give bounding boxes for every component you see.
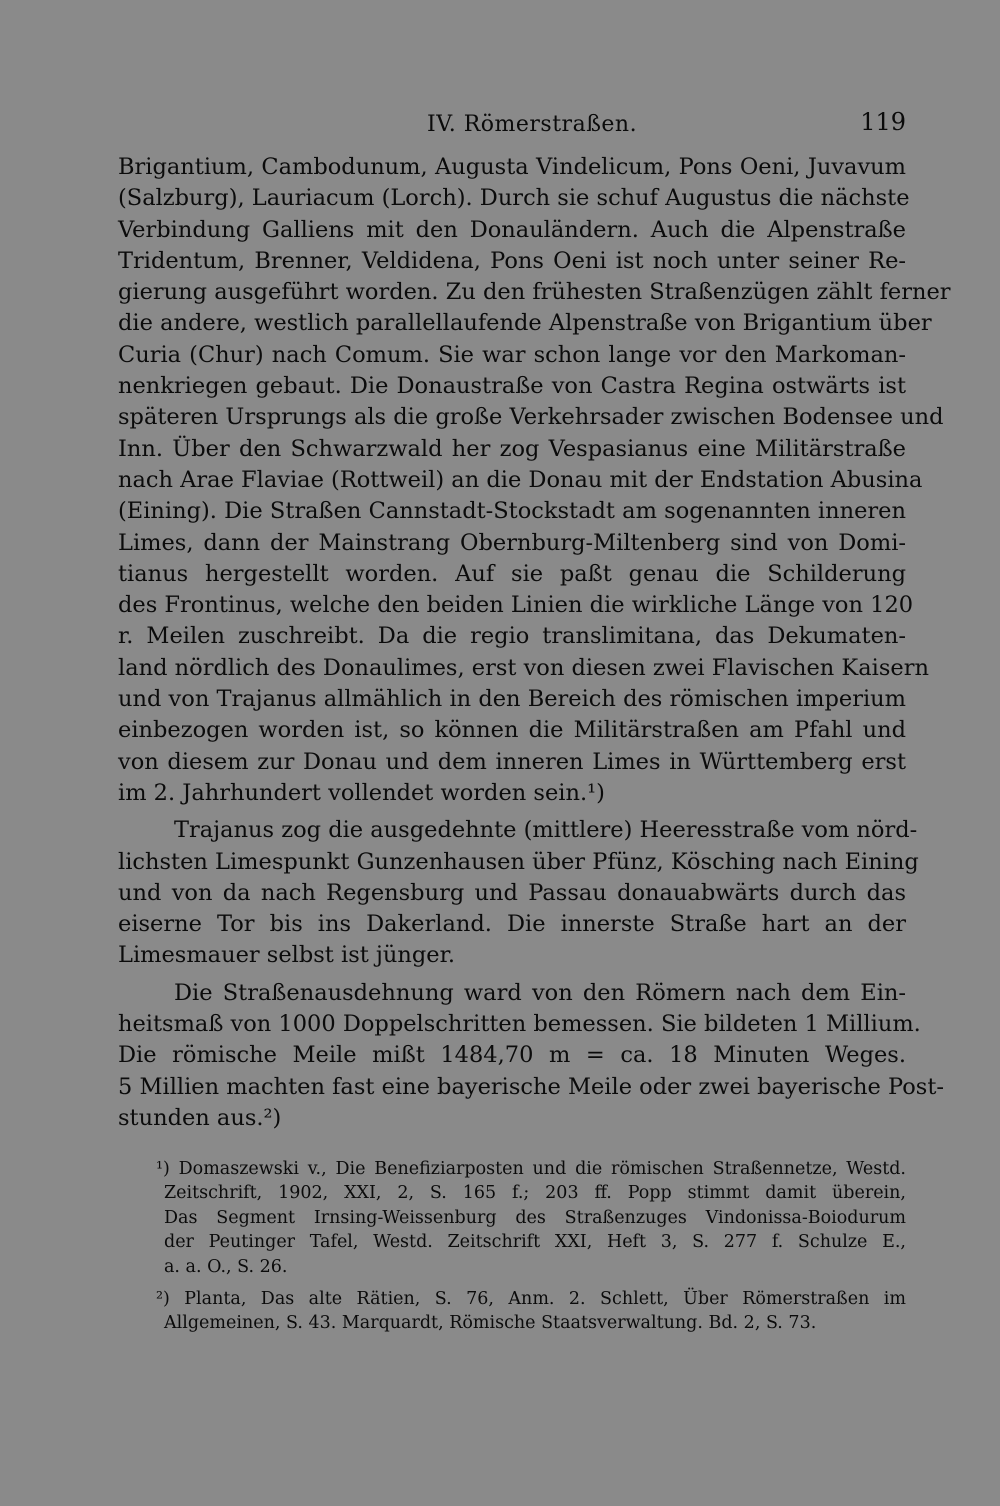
text-line: nach Arae Flaviae (Rottweil) an die Donau mit der Endstation Abusina [118,466,923,493]
footnote-line: a. a. O., S. 26. [164,1256,288,1277]
body-text [118,152,951,1134]
footnote-line: ²) Planta, Das alte Rätien, S. 76, Anm. 2. Schlett, Über Römerstraßen im [156,1288,906,1309]
text-line: eiserne Tor bis ins Dakerland. Die innerste Straße hart an der [118,911,906,938]
text-line: und von Trajanus allmählich in den Bereich des römischen imperium [118,686,906,713]
text-line: Die Straßenausdehnung ward von den Römern nach dem Ein- [174,979,906,1006]
text-line: von diesem zur Donau und dem inneren Limes in Württemberg erst [118,748,906,775]
footnote-line: Allgemeinen, S. 43. Marquardt, Römische Staatsverwaltung. Bd. 2, S. 73. [164,1313,817,1334]
page-number: 119 [860,108,906,136]
text-line: (Salzburg), Lauriacum (Lorch). Durch sie schuf Augustus die nächste [118,185,910,212]
text-line: Trajanus zog die ausgedehnte (mittlere) Heeresstraße vom nörd- [174,817,918,844]
footnote-2 [132,1287,906,1336]
footnote-line: ¹) Domaszewski v., Die Benefiziarposten und die römischen Straßennetze, Westd. [156,1159,906,1179]
paragraph-2 [118,815,919,971]
text-line: stunden aus.²) [118,1104,282,1131]
text-line: gierung ausgeführt worden. Zu den frühesten Straßenzügen zählt ferner [118,279,951,306]
text-line: im 2. Jahrhundert vollendet worden sein.¹) [118,779,605,806]
text-line: Die römische Meile mißt 1484,70 m = ca. 18 Minuten Weges. [118,1042,906,1069]
text-line: 5 Millien machten fast eine bayerische Meile oder zwei bayerische Post- [118,1073,944,1100]
text-line: lichsten Limespunkt Gunzenhausen über Pfünz, Kösching nach Eining [118,848,919,875]
text-line: und von da nach Regensburg und Passau donauabwärts durch das [118,879,906,906]
page-header [120,108,906,144]
footnote-line: der Peutinger Tafel, Westd. Zeitschrift XXI, Heft 3, S. 277 f. Schulze E., [164,1232,906,1253]
footnote-line: Zeitschrift, 1902, XXI, 2, S. 165 f.; 203 ff. Popp stimmt damit überein, [164,1183,906,1204]
text-line: Tridentum, Brenner, Veldidena, Pons Oeni ist noch unter seiner Re- [118,247,906,274]
text-line: die andere, westlich parallellaufende Alpenstraße von Brigantium über [118,310,932,337]
text-line: heitsmaß von 1000 Doppelschritten bemessen. Sie bildeten 1 Millium. [118,1011,921,1038]
text-line: nenkriegen gebaut. Die Donaustraße von Castra Regina ostwärts ist [118,373,906,400]
text-line: tianus hergestellt worden. Auf sie paßt genau die Schilderung [118,560,906,587]
text-line: späteren Ursprungs als die große Verkehrsader zwischen Bodensee und [118,404,944,431]
text-line: Verbindung Galliens mit den Donauländern. Auch die Alpenstraße [118,216,906,243]
text-line: einbezogen worden ist, so können die Militärstraßen am Pfahl und [118,717,906,744]
footnotes [132,1157,906,1336]
footnote-1 [132,1157,906,1279]
text-line: Inn. Über den Schwarzwald her zog Vespasianus eine Militärstraße [118,435,906,462]
text-line: land nördlich des Donaulimes, erst von diesen zwei Flavischen Kaisern [118,654,929,681]
text-line: Limesmauer selbst ist jünger. [118,942,456,969]
paragraph-1 [118,152,951,809]
text-line: Curia (Chur) nach Comum. Sie war schon lange vor den Markoman- [118,341,906,368]
running-title: IV. Römerstraßen. [427,112,638,137]
text-line: (Eining). Die Straßen Cannstadt-Stockstadt am sogenannten inneren [118,498,906,525]
footnote-line: Das Segment Irnsing-Weissenburg des Straßenzuges Vindonissa-Boiodurum [164,1207,906,1228]
text-line: Brigantium, Cambodunum, Augusta Vindelicum, Pons Oeni, Juvavum [118,154,906,180]
paragraph-3 [118,978,944,1134]
text-line: Limes, dann der Mainstrang Obernburg-Miltenberg sind von Domi- [118,529,906,556]
text-line: r. Meilen zuschreibt. Da die regio translimitana, das Dekumaten- [118,623,906,650]
text-line: des Frontinus, welche den beiden Linien die wirkliche Länge von 120 [118,592,914,619]
